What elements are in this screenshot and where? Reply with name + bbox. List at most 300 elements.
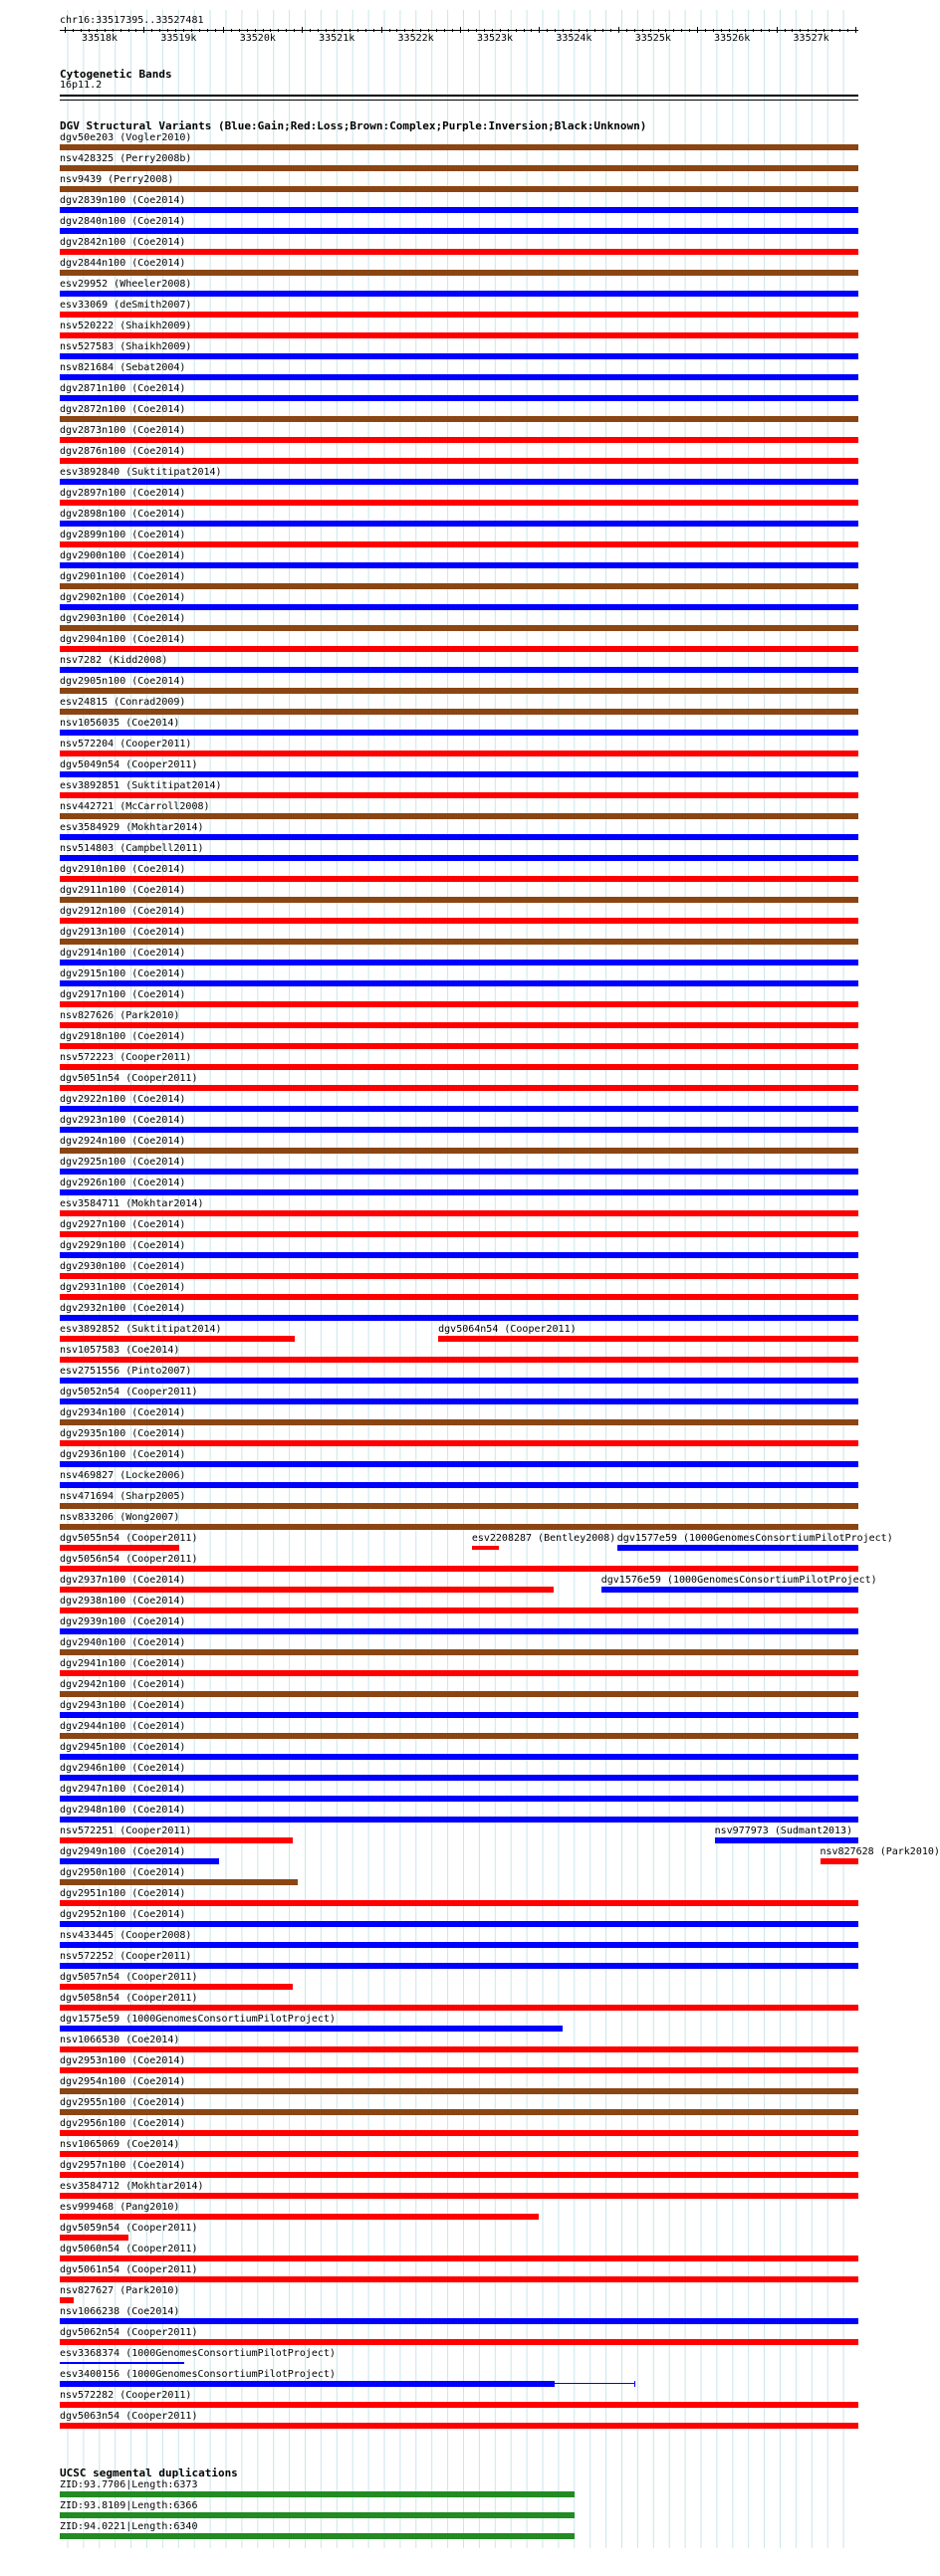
segdup-bar[interactable] [60,2533,575,2539]
ruler-tick-label: 33524k [556,33,592,44]
variant-label: dgv2939n100 (Coe2014) [60,1616,186,1627]
variant-label: dgv2897n100 (Coe2014) [60,488,186,499]
variant-bar-gain[interactable] [60,1817,858,1823]
ruler-minor-tick [823,29,824,32]
variant-bar-gain[interactable] [60,395,858,401]
ruler-minor-tick [547,29,548,32]
variant-bar-complex[interactable] [60,2109,858,2115]
ruler-minor-tick [626,29,627,32]
ruler-tick-label: 33522k [397,33,434,44]
ruler-minor-tick [97,29,98,32]
variant-label: dgv2935n100 (Coe2014) [60,1428,186,1439]
variant-label: esv3892852 (Suktitipat2014) [60,1324,222,1335]
variant-label: dgv2929n100 (Coe2014) [60,1240,186,1251]
variant-label: dgv2940n100 (Coe2014) [60,1637,186,1648]
ruler-minor-tick [420,29,421,32]
variant-bar-complex[interactable] [60,186,858,192]
variant-bar-complex[interactable] [60,416,858,422]
variant-label: dgv2872n100 (Coe2014) [60,404,186,415]
ruler-minor-tick [769,29,770,32]
variant-label: nsv572282 (Cooper2011) [60,2390,192,2401]
variant-label: nsv1057583 (Coe2014) [60,1345,180,1356]
ruler-minor-tick [753,29,754,32]
ruler-coordinates: chr16:33517395..33527481 [60,15,204,26]
variant-bar-loss[interactable] [60,646,858,652]
variant-label: nsv572251 (Cooper2011) [60,1825,192,1836]
variant-bar-loss[interactable] [60,918,858,924]
variant-bar-complex[interactable] [60,1524,858,1530]
ruler-minor-tick [555,29,556,32]
variant-label: dgv2936n100 (Coe2014) [60,1449,186,1460]
variant-label: dgv5049n54 (Cooper2011) [60,759,198,770]
variant-bar-gain[interactable] [60,1942,858,1948]
ruler-minor-tick [761,29,762,32]
ruler-tick-label: 33526k [714,33,751,44]
variant-label: nsv1065069 (Coe2014) [60,2139,180,2150]
ruler-minor-tick [167,29,168,32]
variant-label: dgv5060n54 (Cooper2011) [60,2244,198,2254]
variant-label: dgv2941n100 (Coe2014) [60,1658,186,1669]
ruler-minor-tick [318,29,319,32]
ruler-minor-tick [579,29,580,32]
variant-bar-loss[interactable] [60,458,858,464]
variant-bar-complex[interactable] [60,625,858,631]
variant-label: dgv2938n100 (Coe2014) [60,1596,186,1607]
variant-bar-complex[interactable] [60,688,858,694]
variant-label: dgv2912n100 (Coe2014) [60,906,186,917]
variant-label: nsv1056035 (Coe2014) [60,718,180,729]
variant-bar-loss[interactable] [60,437,858,443]
ruler-minor-tick [539,27,540,33]
variant-label: dgv2952n100 (Coe2014) [60,1909,186,1920]
ruler-minor-tick [326,29,327,32]
variant-bar-loss[interactable] [60,2339,858,2345]
variant-bar-gain[interactable] [60,1106,858,1112]
variant-label: dgv2900n100 (Coe2014) [60,550,186,561]
ruler-minor-tick [618,27,619,33]
variant-bar-loss[interactable] [60,1357,858,1363]
variant-bar-loss[interactable] [60,2235,128,2241]
variant-bar-complex[interactable] [60,583,858,589]
variant-bar-loss[interactable] [60,1043,858,1049]
variant-bar-loss[interactable] [60,249,858,255]
variant-label: esv3584712 (Mokhtar2014) [60,2181,204,2192]
variant-label: dgv2951n100 (Coe2014) [60,1888,186,1899]
ruler-minor-tick [444,29,445,32]
variant-extension-cap [634,2381,635,2387]
variant-bar-complex[interactable] [60,1503,858,1509]
variant-label: dgv2839n100 (Coe2014) [60,195,186,206]
ruler-minor-tick [381,27,382,33]
ruler-minor-tick [492,29,493,32]
variant-bar-complex[interactable] [60,1691,858,1697]
variant-bar-gain[interactable] [60,1858,219,1864]
variant-label: dgv2954n100 (Coe2014) [60,2076,186,2087]
segdup-bar[interactable] [60,2512,575,2518]
variant-label: esv999468 (Pang2010) [60,2202,180,2213]
segdup-bar[interactable] [60,2491,575,2497]
variant-bar-gain[interactable] [60,604,858,610]
cytoband-bar[interactable] [60,95,858,97]
ruler-minor-tick [231,29,232,32]
variant-bar-complex[interactable] [60,897,858,903]
variant-bar-gain[interactable] [715,1837,858,1843]
variant-label: nsv572223 (Cooper2011) [60,1052,192,1063]
variant-bar-gain[interactable] [60,1315,858,1321]
variant-bar-loss[interactable] [60,2297,74,2303]
variant-bar-complex[interactable] [60,144,858,150]
variant-label: nsv433445 (Cooper2008) [60,1930,192,1941]
variant-bar-loss[interactable] [60,500,858,506]
cytoband-underline [60,100,858,101]
variant-bar-gain[interactable] [60,1775,858,1781]
variant-label: dgv5063n54 (Cooper2011) [60,2411,198,2422]
variant-bar-gain[interactable] [60,374,858,380]
ucsc-track-title: UCSC segmental duplications [60,2467,238,2479]
variant-bar-gain[interactable] [60,291,858,297]
variant-bar-gain[interactable] [60,521,858,527]
variant-bar-gain[interactable] [60,1754,858,1760]
variant-bar-complex[interactable] [60,1879,298,1885]
variant-label: esv3892840 (Suktitipat2014) [60,467,222,478]
variant-label: dgv2947n100 (Coe2014) [60,1784,186,1795]
variant-label: dgv5064n54 (Cooper2011) [438,1324,577,1335]
ruler-minor-tick [263,29,264,32]
variant-bar-loss[interactable] [60,2423,858,2429]
variant-bar-complex[interactable] [60,270,858,276]
ruler-minor-tick [681,29,682,32]
variant-bar-gain[interactable] [60,2362,184,2364]
variant-bar-loss[interactable] [60,1587,554,1593]
ruler-minor-tick [159,29,160,32]
variant-bar-gain[interactable] [60,855,858,861]
variant-label: nsv428325 (Perry2008b) [60,153,192,164]
variant-label: nsv977973 (Sudmant2013) [714,1825,853,1836]
ruler-minor-tick [785,29,786,32]
variant-label: dgv2918n100 (Coe2014) [60,1031,186,1042]
ruler-minor-tick [255,29,256,32]
ruler-minor-tick [89,29,90,32]
variant-bar-loss[interactable] [60,2046,858,2052]
variant-bar-gain[interactable] [60,1628,858,1634]
variant-bar-gain[interactable] [60,2318,858,2324]
ruler-minor-tick [650,29,651,32]
ruler-minor-tick [673,29,674,32]
variant-bar-gain[interactable] [601,1587,858,1593]
variant-label: dgv2932n100 (Coe2014) [60,1303,186,1314]
variant-label: esv3584929 (Mokhtar2014) [60,822,204,833]
variant-bar-loss[interactable] [60,1336,295,1342]
variant-bar-loss[interactable] [60,1984,293,1990]
variant-bar-gain[interactable] [60,1712,858,1718]
variant-label: dgv2922n100 (Coe2014) [60,1094,186,1105]
variant-label: dgv2956n100 (Coe2014) [60,2118,186,2129]
variant-label: dgv2934n100 (Coe2014) [60,1407,186,1418]
variant-bar-loss[interactable] [60,2172,858,2178]
variant-label: dgv2937n100 (Coe2014) [60,1575,186,1586]
variant-bar-gain[interactable] [60,1189,858,1195]
ruler-minor-tick [342,29,343,32]
ruler-minor-tick [516,29,517,32]
ruler-minor-tick [73,29,74,32]
variant-label: dgv2844n100 (Coe2014) [60,258,186,269]
variant-bar-gain[interactable] [60,834,858,840]
variant-bar-loss[interactable] [60,1001,858,1007]
variant-label: nsv442721 (McCarroll2008) [60,801,210,812]
ruler-minor-tick [737,29,738,32]
ruler-minor-tick [436,29,437,32]
variant-bar-loss[interactable] [60,2151,858,2157]
ruler-minor-tick [571,29,572,32]
ruler-minor-tick [120,29,121,32]
variant-bar-complex[interactable] [60,165,858,171]
variant-label: esv2751556 (Pinto2007) [60,1366,192,1377]
variant-bar-gain[interactable] [60,1482,858,1488]
ruler-minor-tick [745,29,746,32]
ruler-minor-tick [350,29,351,32]
variant-label: nsv520222 (Shaikh2009) [60,321,192,331]
cytogenetic-bands-title: Cytogenetic Bands [60,68,172,81]
variant-bar-loss[interactable] [60,2005,858,2011]
variant-bar-loss[interactable] [60,751,858,756]
variant-bar-gain[interactable] [60,2381,555,2387]
ruler-tick-label: 33521k [319,33,355,44]
variant-bar-complex[interactable] [60,1733,858,1739]
ruler-minor-tick [365,29,366,32]
variant-bar-complex[interactable] [60,813,858,819]
variant-bar-complex[interactable] [60,1649,858,1655]
ruler-minor-tick [65,27,66,33]
variant-bar-gain[interactable] [60,2026,563,2032]
ruler-minor-tick [508,29,509,32]
variant-bar-loss[interactable] [60,1608,858,1613]
ruler-minor-tick [531,29,532,32]
variant-bar-complex[interactable] [60,709,858,715]
segdup-label: ZID:94.0221|Length:6340 [60,2521,198,2532]
variant-label: dgv2915n100 (Coe2014) [60,968,186,979]
variant-bar-loss[interactable] [60,1064,858,1070]
variant-label: dgv5061n54 (Cooper2011) [60,2264,198,2275]
ruler-minor-tick [665,29,666,32]
variant-bar-loss[interactable] [60,312,858,318]
variant-bar-loss[interactable] [60,332,858,338]
segdup-label: ZID:93.8109|Length:6366 [60,2500,198,2511]
variant-bar-loss[interactable] [60,1837,293,1843]
variant-label: dgv1576e59 (1000GenomesConsortiumPilotProject) [600,1575,877,1586]
variant-extension-line [555,2383,634,2384]
variant-bar-gain[interactable] [60,960,858,966]
ruler-minor-tick [191,29,192,32]
variant-label: nsv1066530 (Coe2014) [60,2035,180,2045]
variant-label: dgv2917n100 (Coe2014) [60,989,186,1000]
ruler-tick-label: 33520k [239,33,276,44]
variant-bar-gain[interactable] [617,1545,858,1551]
ruler-minor-tick [302,27,303,33]
variant-label: dgv5051n54 (Cooper2011) [60,1073,198,1084]
variant-bar-gain[interactable] [60,980,858,986]
variant-label: dgv2931n100 (Coe2014) [60,1282,186,1293]
variant-bar-loss[interactable] [60,1231,858,1237]
variant-label: dgv2913n100 (Coe2014) [60,927,186,938]
variant-bar-loss[interactable] [60,1273,858,1279]
ruler-minor-tick [428,29,429,32]
ruler-minor-tick [476,29,477,32]
variant-bar-complex[interactable] [60,1419,858,1425]
ruler-minor-tick [412,29,413,32]
variant-label: esv33069 (deSmith2007) [60,300,192,311]
ruler-minor-tick [105,29,106,32]
variant-bar-loss[interactable] [60,1022,858,1028]
variant-label: dgv2930n100 (Coe2014) [60,1261,186,1272]
variant-bar-loss[interactable] [60,2193,858,2199]
variant-bar-loss[interactable] [60,876,858,882]
variant-bar-loss[interactable] [60,2276,858,2282]
ruler-minor-tick [334,29,335,32]
ruler-minor-tick [808,29,809,32]
variant-label: dgv2957n100 (Coe2014) [60,2160,186,2171]
ruler-minor-tick [800,29,801,32]
variant-label: dgv2924n100 (Coe2014) [60,1136,186,1147]
variant-label: dgv2914n100 (Coe2014) [60,948,186,959]
variant-bar-gain[interactable] [60,228,858,234]
variant-bar-loss[interactable] [60,1294,858,1300]
variant-label: dgv2942n100 (Coe2014) [60,1679,186,1690]
variant-label: dgv2945n100 (Coe2014) [60,1742,186,1753]
variant-label: dgv2948n100 (Coe2014) [60,1805,186,1816]
variant-label: esv24815 (Conrad2009) [60,697,186,708]
variant-label: dgv5055n54 (Cooper2011) [60,1533,198,1544]
variant-bar-loss[interactable] [60,1440,858,1446]
ruler-tick-label: 33525k [634,33,671,44]
ruler-minor-tick [563,29,564,32]
segdup-label: ZID:93.7706|Length:6373 [60,2479,198,2490]
variant-label: dgv5058n54 (Cooper2011) [60,1993,198,2004]
variant-bar-gain[interactable] [60,1169,858,1175]
variant-label: nsv514803 (Campbell2011) [60,843,204,854]
ruler-minor-tick [223,27,224,33]
variant-label: dgv2876n100 (Coe2014) [60,446,186,457]
variant-label: nsv527583 (Shaikh2009) [60,341,192,352]
variant-label: dgv2871n100 (Coe2014) [60,383,186,394]
variant-bar-loss[interactable] [60,2214,539,2220]
ruler-minor-tick [215,29,216,32]
ruler-minor-tick [847,29,848,32]
ruler-minor-tick [183,29,184,32]
variant-bar-gain[interactable] [60,1461,858,1467]
variant-bar-loss[interactable] [60,1085,858,1091]
variant-bar-gain[interactable] [60,1963,858,1969]
variant-bar-loss[interactable] [60,792,858,798]
ruler-minor-tick [389,29,390,32]
variant-bar-loss[interactable] [438,1336,858,1342]
variant-label: dgv2944n100 (Coe2014) [60,1721,186,1732]
ruler-minor-tick [460,27,461,33]
variant-label: nsv9439 (Perry2008) [60,174,174,185]
variant-bar-gain[interactable] [60,771,858,777]
variant-bar-loss[interactable] [60,2067,858,2073]
variant-bar-loss[interactable] [472,1546,499,1550]
variant-bar-complex[interactable] [60,2088,858,2094]
variant-label: dgv2927n100 (Coe2014) [60,1219,186,1230]
variant-bar-gain[interactable] [60,1796,858,1802]
ruler-minor-tick [777,27,778,33]
variant-bar-gain[interactable] [60,1252,858,1258]
variant-bar-gain[interactable] [60,1378,858,1384]
variant-bar-loss[interactable] [60,1670,858,1676]
variant-label: dgv2904n100 (Coe2014) [60,634,186,645]
variant-label: dgv5057n54 (Cooper2011) [60,1972,198,1983]
cytoband-label: 16p11.2 [60,80,103,91]
variant-label: nsv833206 (Wong2007) [60,1512,180,1523]
ruler-tick-label: 33518k [81,33,118,44]
ruler-minor-tick [594,29,595,32]
variant-bar-complex[interactable] [60,939,858,945]
variant-bar-loss[interactable] [60,1545,179,1551]
variant-label: dgv2873n100 (Coe2014) [60,425,186,436]
variant-label: esv29952 (Wheeler2008) [60,279,192,290]
variant-label: nsv471694 (Sharp2005) [60,1491,186,1502]
variant-bar-loss[interactable] [60,1566,858,1572]
ruler-minor-tick [855,27,856,33]
variant-label: nsv827627 (Park2010) [60,2285,180,2296]
variant-bar-loss[interactable] [821,1858,858,1864]
variant-label: nsv572252 (Cooper2011) [60,1951,192,1962]
variant-bar-gain[interactable] [60,667,858,673]
variant-bar-loss[interactable] [60,2130,858,2136]
variant-label: nsv821684 (Sebat2004) [60,362,186,373]
variant-label: dgv2911n100 (Coe2014) [60,885,186,896]
variant-label: dgv2899n100 (Coe2014) [60,530,186,540]
variant-label: esv3584711 (Mokhtar2014) [60,1198,204,1209]
variant-label: esv3368374 (1000GenomesConsortiumPilotProject) [60,2348,336,2359]
variant-bar-gain[interactable] [60,479,858,485]
variant-bar-complex[interactable] [60,1148,858,1154]
ruler-minor-tick [610,29,611,32]
variant-label: dgv2840n100 (Coe2014) [60,216,186,227]
variant-label: dgv2898n100 (Coe2014) [60,509,186,520]
variant-bar-gain[interactable] [60,730,858,736]
variant-bar-loss[interactable] [60,2402,858,2408]
variant-bar-loss[interactable] [60,2255,858,2261]
ruler-minor-tick [294,29,295,32]
variant-label: dgv2901n100 (Coe2014) [60,571,186,582]
variant-label: nsv1066238 (Coe2014) [60,2306,180,2317]
variant-bar-loss[interactable] [60,541,858,547]
ruler-minor-tick [721,29,722,32]
variant-bar-gain[interactable] [60,353,858,359]
variant-label: dgv2949n100 (Coe2014) [60,1846,186,1857]
variant-bar-gain[interactable] [60,562,858,568]
variant-bar-loss[interactable] [60,1900,858,1906]
variant-label: nsv7282 (Kidd2008) [60,655,168,666]
variant-bar-gain[interactable] [60,1921,858,1927]
variant-label: nsv572204 (Cooper2011) [60,739,192,750]
variant-bar-loss[interactable] [60,1210,858,1216]
ruler-minor-tick [524,29,525,32]
variant-label: dgv2950n100 (Coe2014) [60,1867,186,1878]
variant-label: nsv827626 (Park2010) [60,1010,180,1021]
ruler-minor-tick [175,29,176,32]
ruler-minor-tick [357,29,358,32]
ruler-minor-tick [128,29,129,32]
variant-label: dgv2925n100 (Coe2014) [60,1157,186,1168]
ruler-minor-tick [310,29,311,32]
variant-bar-gain[interactable] [60,207,858,213]
variant-label: dgv2842n100 (Coe2014) [60,237,186,248]
variant-bar-gain[interactable] [60,1398,858,1404]
variant-bar-gain[interactable] [60,1127,858,1133]
ruler-minor-tick [831,29,832,32]
